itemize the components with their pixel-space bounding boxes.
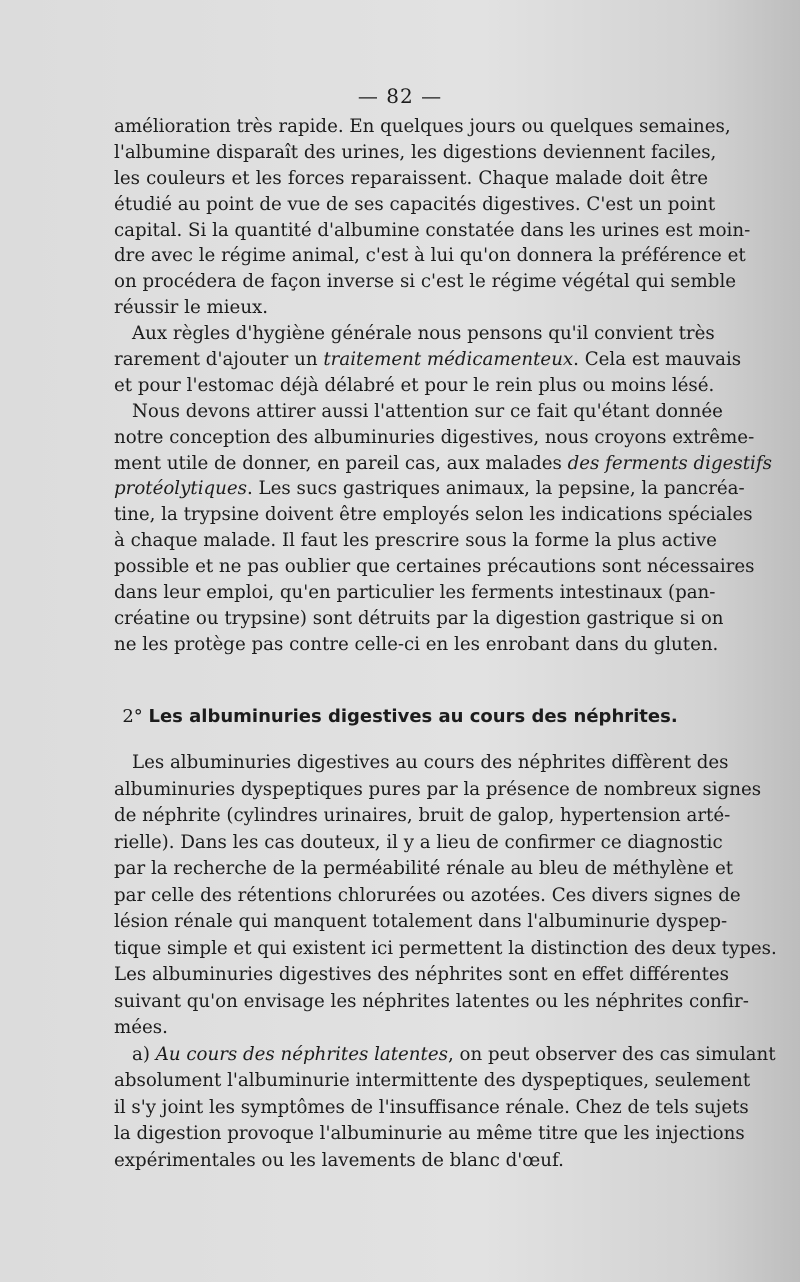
text-line: l'albumine disparaît des urines, les digestions deviennent faciles, [114, 141, 717, 163]
text-line: mées. [114, 1017, 168, 1038]
text-line: notre conception des albuminuries digestives, nous croyons extrême- [114, 426, 755, 448]
section-number: 2° [122, 706, 143, 727]
text-line [114, 476, 745, 502]
paragraph-1 [114, 114, 772, 658]
text-line: absolument l'albuminurie intermittente des dyspeptiques, seulement [114, 1070, 751, 1091]
text-line: tine, la trypsine doivent être employés selon les indications spéciales [114, 504, 753, 526]
text-line: et pour l'estomac déjà délabré et pour le rein plus ou moins lésé. [114, 374, 715, 396]
italic-run: traitement médicamenteux [323, 349, 574, 371]
text-line: suivant qu'on envisage les néphrites latentes ou les néphrites confir- [114, 990, 749, 1012]
text-line: les couleurs et les forces reparaissent. Chaque malade doit être [114, 167, 708, 189]
page-number: — 82 — [357, 84, 443, 108]
text-line: amélioration très rapide. En quelques jours ou quelques semaines, [114, 116, 731, 137]
text-run: , on peut observer des cas simulant [447, 1043, 776, 1065]
text-line [114, 451, 772, 477]
text-line: tique simple et qui existent ici permettent la distinction des deux types. [114, 937, 777, 959]
text-run: . Cela est mauvais [573, 349, 742, 371]
text-line: on procédera de façon inverse si c'est le régime végétal qui semble [114, 271, 737, 293]
text-line: Nous devons attirer aussi l'attention sur ce fait qu'étant donnée [132, 400, 723, 422]
italic-run: protéolytiques [114, 478, 247, 500]
text-line: Les albuminuries digestives au cours des néphrites diffèrent des [132, 752, 729, 773]
text-line: expérimentales ou les lavements de blanc d'œuf. [114, 1149, 564, 1171]
text-line: albuminuries dyspeptiques pures par la présence de nombreux signes [114, 778, 762, 800]
text-line: par celle des rétentions chlorurées ou azotées. Ces divers signes de [114, 884, 741, 906]
section-title: Les albuminuries digestives au cours des néphrites. [148, 706, 678, 727]
text-line: rielle). Dans les cas douteux, il y a lieu de confirmer ce diagnostic [114, 831, 723, 853]
text-line: ne les protège pas contre celle-ci en les enrobant dans du gluten. [114, 633, 719, 655]
text-run: ment utile de donner, en pareil cas, aux malades [114, 452, 568, 474]
text-line [114, 1042, 776, 1069]
text-line: possible et ne pas oublier que certaines précautions sont nécessaires [114, 556, 755, 578]
text-line: dre avec le régime animal, c'est à lui qu'on donnera la préférence et [114, 245, 746, 267]
text-line: la digestion provoque l'albuminurie au même titre que les injections [114, 1123, 745, 1144]
text-line: à chaque malade. Il faut les prescrire sous la forme la plus active [114, 530, 717, 552]
text-line: réussir le mieux. [114, 297, 269, 319]
text-line: par la recherche de la perméabilité rénale au bleu de méthylène et [114, 858, 734, 879]
italic-run: Au cours des néphrites latentes [155, 1043, 448, 1065]
text-line: capital. Si la quantité d'albumine constatée dans les urines est moin- [114, 219, 751, 241]
section-heading [0, 706, 800, 727]
text-line: étudié au point de vue de ses capacités digestives. C'est un point [114, 193, 716, 215]
text-line [114, 347, 742, 373]
italic-run: des ferments digestifs [567, 452, 772, 474]
paragraph-4 [114, 750, 777, 1174]
text-run: . Les sucs gastriques animaux, la pepsine, la pancréa- [246, 478, 745, 500]
text-line: il s'y joint les symptômes de l'insuffisance rénale. Chez de tels sujets [114, 1096, 749, 1118]
text-line: de néphrite (cylindres urinaires, bruit de galop, hypertension arté- [114, 805, 731, 826]
text-line: Aux règles d'hygiène générale nous pensons qu'il convient très [132, 323, 715, 345]
text-line: lésion rénale qui manquent totalement dans l'albuminurie dyspep- [114, 911, 728, 932]
text-line: Les albuminuries digestives des néphrites sont en effet différentes [114, 964, 729, 985]
text-run: rarement d'ajouter un [114, 349, 324, 371]
text-line: dans leur emploi, qu'en particulier les ferments intestinaux (pan- [114, 582, 716, 604]
text-line: créatine ou trypsine) sont détruits par la digestion gastrique si on [114, 607, 724, 629]
text-run: a) [132, 1043, 156, 1065]
